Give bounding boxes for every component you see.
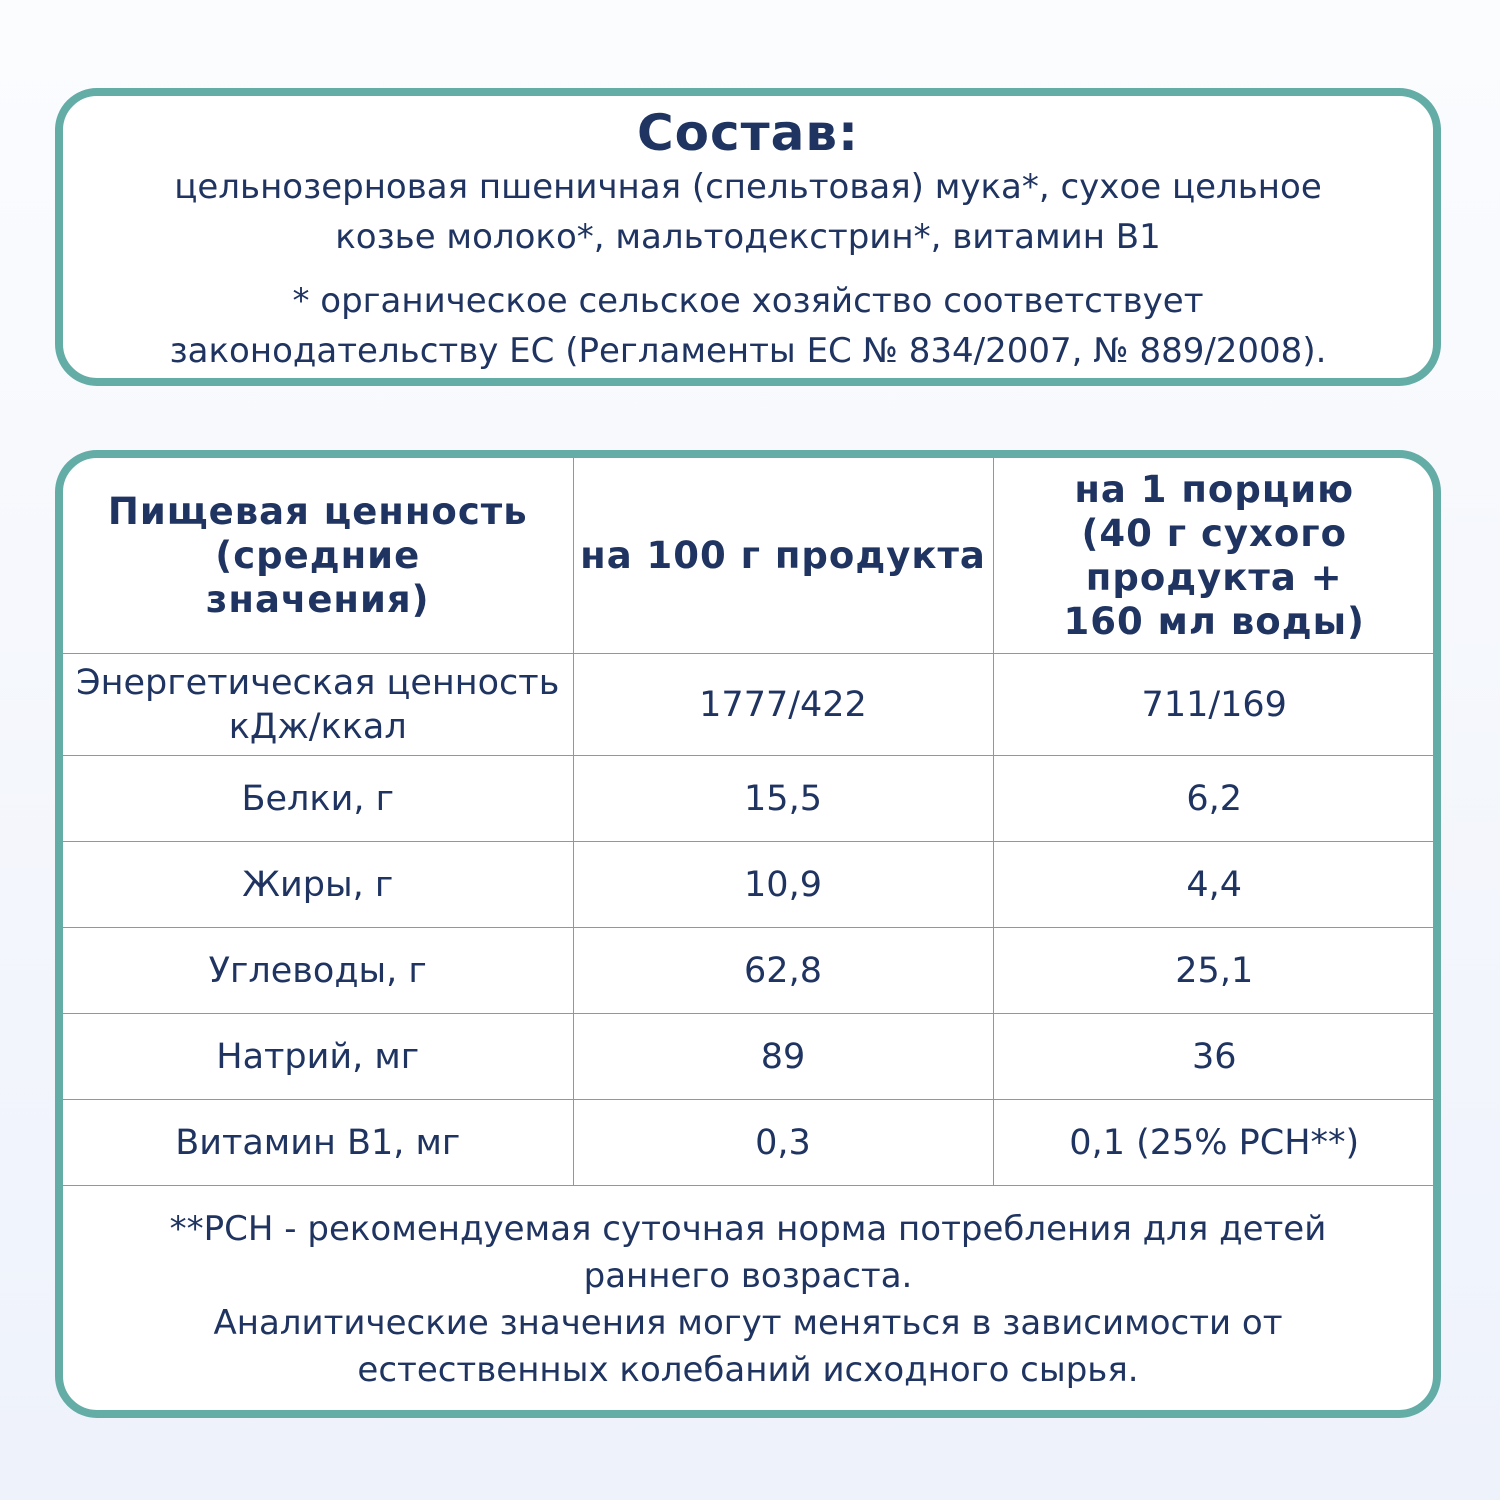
header-nutrient: Пищевая ценность (средние значения) <box>63 458 573 654</box>
nutrient-name: Углеводы, г <box>63 928 573 1014</box>
nutrient-name: Энергетическая ценность кДж/ккал <box>63 654 573 756</box>
nutrient-name: Жиры, г <box>63 842 573 928</box>
composition-line-1: цельнозерновая пшеничная (спельтовая) мука*, сухое цельное <box>174 167 1322 207</box>
table-row <box>63 654 1435 756</box>
analytic-footnote: Аналитические значения могут меняться в зависимости от естественных колебаний исходного сырья. <box>213 1303 1283 1390</box>
nutrient-name: Натрий, мг <box>63 1014 573 1100</box>
header-per-100g: на 100 г продукта <box>573 458 993 654</box>
organic-note-line-1: * органическое сельское хозяйство соответствует <box>292 281 1204 321</box>
nutrient-name: Белки, г <box>63 756 573 842</box>
value-per-portion: 4,4 <box>993 842 1435 928</box>
value-per-100g: 15,5 <box>573 756 993 842</box>
nutrient-name: Витамин B1, мг <box>63 1100 573 1186</box>
value-per-100g: 10,9 <box>573 842 993 928</box>
value-per-100g: 0,3 <box>573 1100 993 1186</box>
table-row <box>63 1014 1435 1100</box>
table-header-row <box>63 458 1435 654</box>
footnotes <box>63 1206 1433 1394</box>
composition-line-2: козье молоко*, мальтодекстрин*, витамин B1 <box>335 217 1161 257</box>
table-row <box>63 1100 1435 1186</box>
value-per-portion: 711/169 <box>993 654 1435 756</box>
value-per-100g: 62,8 <box>573 928 993 1014</box>
value-per-portion: 0,1 (25% РСН**) <box>993 1100 1435 1186</box>
organic-note-line-2: законодательству ЕС (Регламенты ЕС № 834/2007, № 889/2008). <box>169 331 1327 371</box>
table-row <box>63 842 1435 928</box>
header-per-portion: на 1 порцию (40 г сухого продукта + 160 мл воды) <box>993 458 1435 654</box>
table-row <box>63 928 1435 1014</box>
rsn-footnote: **РСН - рекомендуемая суточная норма потребления для детей раннего возраста. <box>169 1209 1327 1296</box>
value-per-100g: 1777/422 <box>573 654 993 756</box>
composition-panel <box>55 88 1441 386</box>
nutrition-panel <box>55 450 1441 1418</box>
value-per-portion: 36 <box>993 1014 1435 1100</box>
value-per-portion: 6,2 <box>993 756 1435 842</box>
nutrition-table <box>63 458 1435 1186</box>
value-per-100g: 89 <box>573 1014 993 1100</box>
table-row <box>63 756 1435 842</box>
composition-title: Состав: <box>636 104 860 162</box>
value-per-portion: 25,1 <box>993 928 1435 1014</box>
